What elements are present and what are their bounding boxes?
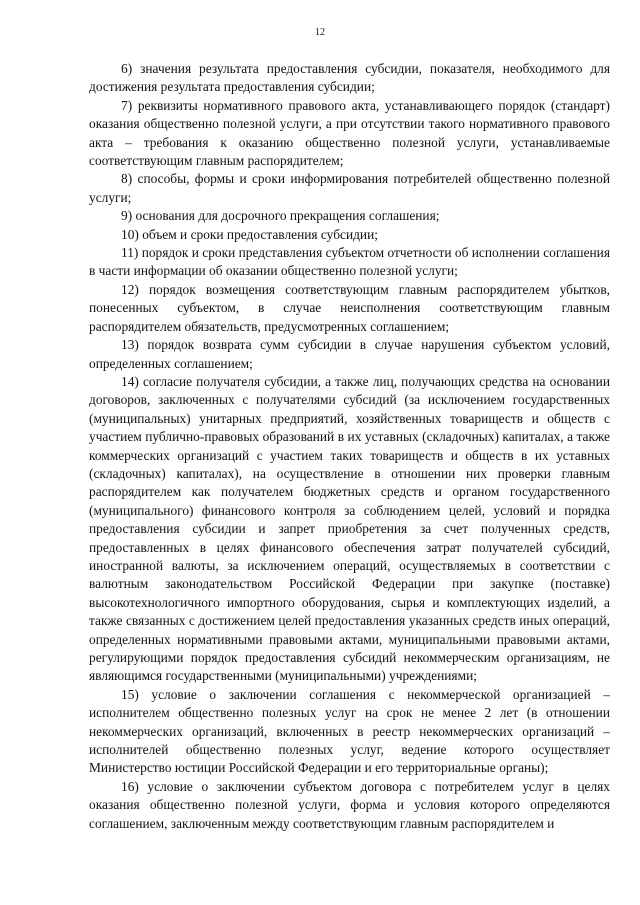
paragraph-item-15: 15) условие о заключении соглашения с некоммерческой организацией – исполнителем общественно полезных услуг на срок не менее 2 лет (в отношении некоммерческих организаций, включенных в реестр некоммерческих организаций – исполнителей общественно полезных услуг, ведение которого осуществляет Министерство юстиции Российской Федерации и его территориальные органы); [89, 686, 610, 776]
paragraph-item-10: 10) объем и сроки предоставления субсидии; [121, 226, 378, 242]
paragraph-item-16: 16) условие о заключении субъектом договора с потребителем услуг в целях оказания общественно полезной услуги, форма и условия которого определяются соглашением, заключенным между соответствующим главным распорядителем и [89, 778, 610, 831]
page-number: 12 [315, 27, 325, 38]
paragraph-item-12: 12) порядок возмещения соответствующим главным распорядителем убытков, понесенных субъектом, в случае неисполнения соответствующим главным распорядителем обязательств, предусмотренных соглашением; [89, 281, 610, 334]
paragraph-item-9: 9) основания для досрочного прекращения соглашения; [121, 208, 440, 224]
paragraph-item-8: 8) способы, формы и сроки информирования потребителей общественно полезной услуги; [89, 171, 610, 205]
document-body [89, 60, 610, 833]
paragraph-item-7: 7) реквизиты нормативного правового акта, устанавливающего порядок (стандарт) оказания общественно полезной услуги, а при отсутствии такого нормативного правового акта – требования к оказанию общественно полезной услуги, устанавливаемые соответствующим главным распорядителем; [89, 97, 610, 169]
paragraph-item-13: 13) порядок возврата сумм субсидии в случае нарушения субъектом условий, определенных соглашением; [89, 337, 610, 371]
paragraph-item-11: 11) порядок и сроки представления субъектом отчетности об исполнении соглашения в части информации об оказании общественно полезной услуги; [89, 245, 611, 279]
paragraph-item-14: 14) согласие получателя субсидии, а также лиц, получающих средства на основании договоров, заключенных с получателями субсидий (за исключением государственных (муниципальных) унитарных предприятий, хозяйственных товариществ и обществ с участием публично-правовых образований в их уставных (складочных) капиталах, а также коммерческих организаций с участием таких товариществ и обществ в их уставных (складочных) капиталах), на осуществление в отношении них проверки главным распорядителем как получателем бюджетных средств и органом государственного (муниципального) финансового контроля за соблюдением целей, условий и порядка предоставления субсидии и запрет приобретения за счет полученных средств, предоставленных в целях финансового обеспечения затрат получателей субсидий, иностранной валюты, за исключением операций, осуществляемых в соответствии с валютным законодательством Российской Федерации при закупке (поставке) высокотехнологичного импортного оборудования, сырья и комплектующих изделий, а также связанных с достижением целей предоставления указанных средств иных операций, определенных нормативными правовыми актами, муниципальными правовыми актами, регулирующими порядок предоставления субсидий некоммерческим организациям, не являющимся государственными (муниципальными) учреждениями; [89, 373, 610, 684]
paragraph-item-6: 6) значения результата предоставления субсидии, показателя, необходимого для достижения результата предоставления субсидии; [89, 61, 610, 95]
